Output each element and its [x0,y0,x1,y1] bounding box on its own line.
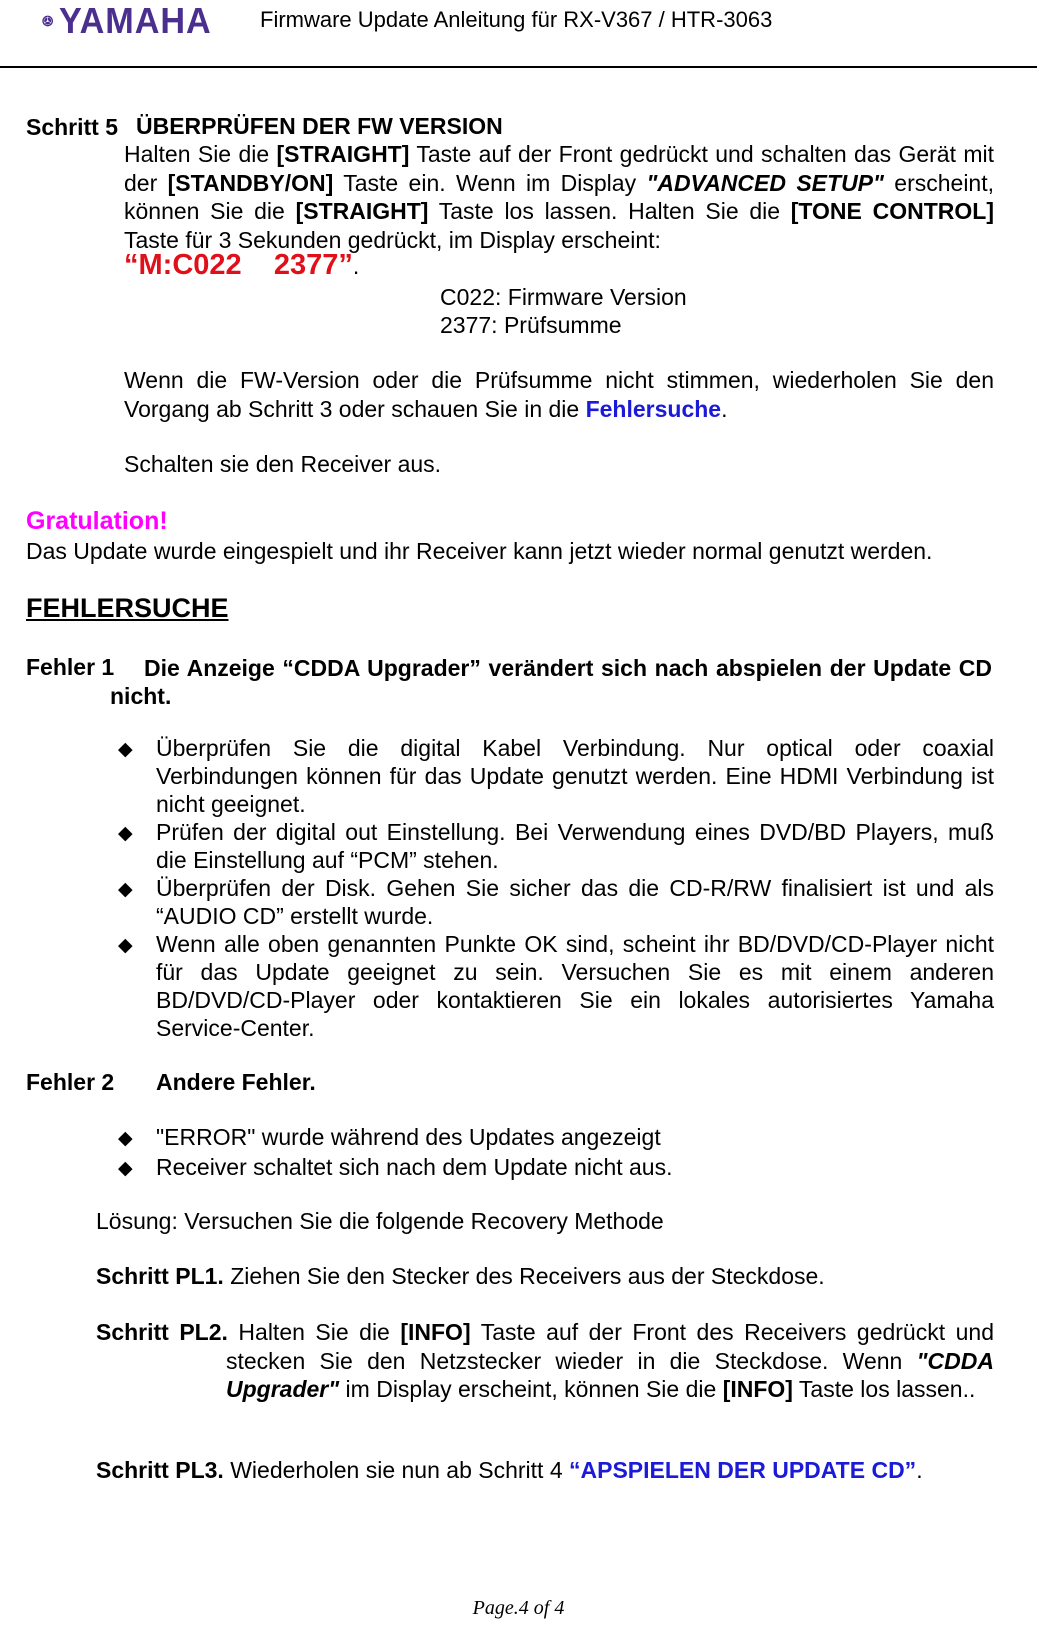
yamaha-logo [42,2,220,40]
step-pl3: Schritt PL3. Wiederholen sie nun ab Schritt 4 “APSPIELEN DER UPDATE CD”. [96,1457,923,1483]
page-number: Page.4 of 4 [472,1597,565,1619]
error2-label: Fehler 2 [26,1069,115,1095]
diamond-bullet-icon: ◆ [118,935,133,956]
error1-label: Fehler 1 [26,654,115,680]
straight-key: [STRAIGHT] [276,141,410,167]
tone-control-key: [TONE CONTROL] [790,198,994,224]
step5-mismatch-note: Wenn die FW-Version oder die Prüfsumme nicht stimmen, wiederholen Sie den Vorgang ab Schritt 3 oder schauen Sie in die Fehlersuche. [124,367,994,422]
error1-bullet-list [118,734,994,1042]
list-item: ◆ "ERROR" wurde während des Updates angezeigt [118,1123,994,1153]
diamond-bullet-icon: ◆ [118,823,133,844]
step-pl2: Schritt PL2. Halten Sie die [INFO] Taste auf der Front des Receivers gedrückt und stecken Sie den Netzstecker wieder in die Steckdose. Wenn "CDDA Upgrader" im Display erscheint, können Sie die [INFO] Taste los lassen.. [96,1319,994,1402]
diamond-bullet-icon: ◆ [118,739,133,760]
error2-bullet-list [118,1123,994,1183]
cdda-upgrader-display: "CDDA Upgrader" [226,1347,994,1402]
step5-label: Schritt 5 [26,114,119,140]
list-item: ◆ Receiver schaltet sich nach dem Update nicht aus. [118,1153,994,1183]
standby-key: [STANDBY/ON] [167,169,334,196]
diamond-bullet-icon: ◆ [118,1128,133,1149]
congrats-title: Gratulation! [26,507,168,535]
power-off-note: Schalten sie den Receiver aus. [124,451,442,477]
update-cd-section-link[interactable]: “APSPIELEN DER UPDATE CD” [569,1457,917,1483]
congrats-text: Das Update wurde eingespielt und ihr Receiver kann jetzt wieder normal genutzt werden. [26,538,933,564]
header-divider [0,66,1037,68]
brand-name: YAMAHA [59,0,212,41]
error2-title: Andere Fehler. [156,1069,316,1095]
solution-text: Lösung: Versuchen Sie die folgende Recovery Methode [96,1208,664,1234]
error1-title: Die Anzeige “CDDA Upgrader” verändert sich nach abspielen der Update CD nicht. [110,655,992,709]
diamond-bullet-icon: ◆ [118,1158,133,1179]
info-key: [INFO] [400,1319,471,1345]
troubleshooting-heading: FEHLERSUCHE [26,593,229,623]
list-item: ◆ Prüfen der digital out Einstellung. Bei Verwendung eines DVD/BD Players, muß die Einstellung auf “PCM” stehen. [118,819,994,873]
diamond-bullet-icon: ◆ [118,879,133,900]
display-code: “M:C022 2377” [124,249,353,281]
yamaha-tuning-fork-emblem-icon [42,3,53,39]
troubleshooting-link[interactable]: Fehlersuche [585,395,722,422]
step5-instructions: Halten Sie die [STRAIGHT] Taste auf der Front gedrückt und schalten das Gerät mit der [STANDBY/ON] Taste ein. Wenn im Display "ADVANCED SETUP" erscheint, können Sie die [STRAIGHT] Taste los lassen. Halten Sie die [TONE CONTROL] Taste für 3 Sekunden gedrückt, im Display erscheint: [124,141,994,253]
step-pl1: Schritt PL1. Ziehen Sie den Stecker des Receivers aus der Steckdose. [96,1263,825,1289]
step5-heading: ÜBERPRÜFEN DER FW VERSION [136,113,503,139]
legend-fw-version: C022: Firmware Version [440,284,687,310]
list-item: ◆ Überprüfen Sie die digital Kabel Verbindung. Nur optical oder coaxial Verbindungen können für das Update genutzt werden. Eine HDMI Verbindung ist nicht geeignet. [118,735,994,817]
document-title: Firmware Update Anleitung für RX-V367 / HTR-3063 [260,7,773,32]
legend-checksum: 2377: Prüfsumme [440,312,622,338]
list-item: ◆ Wenn alle oben genannten Punkte OK sind, scheint ihr BD/DVD/CD-Player nicht für das Update geeignet zu sein. Versuchen Sie es mit einem anderen BD/DVD/CD-Player oder kontaktieren Sie ein lokales autorisiertes Yamaha Service-Center. [118,931,994,1041]
list-item: ◆ Überprüfen der Disk. Gehen Sie sicher das die CD-R/RW finalisiert ist und als “AUDIO CD” erstellt wurde. [118,875,994,929]
display-readout: “M:C022 2377”. [124,249,360,281]
advanced-setup-display: "ADVANCED SETUP" [646,169,884,196]
